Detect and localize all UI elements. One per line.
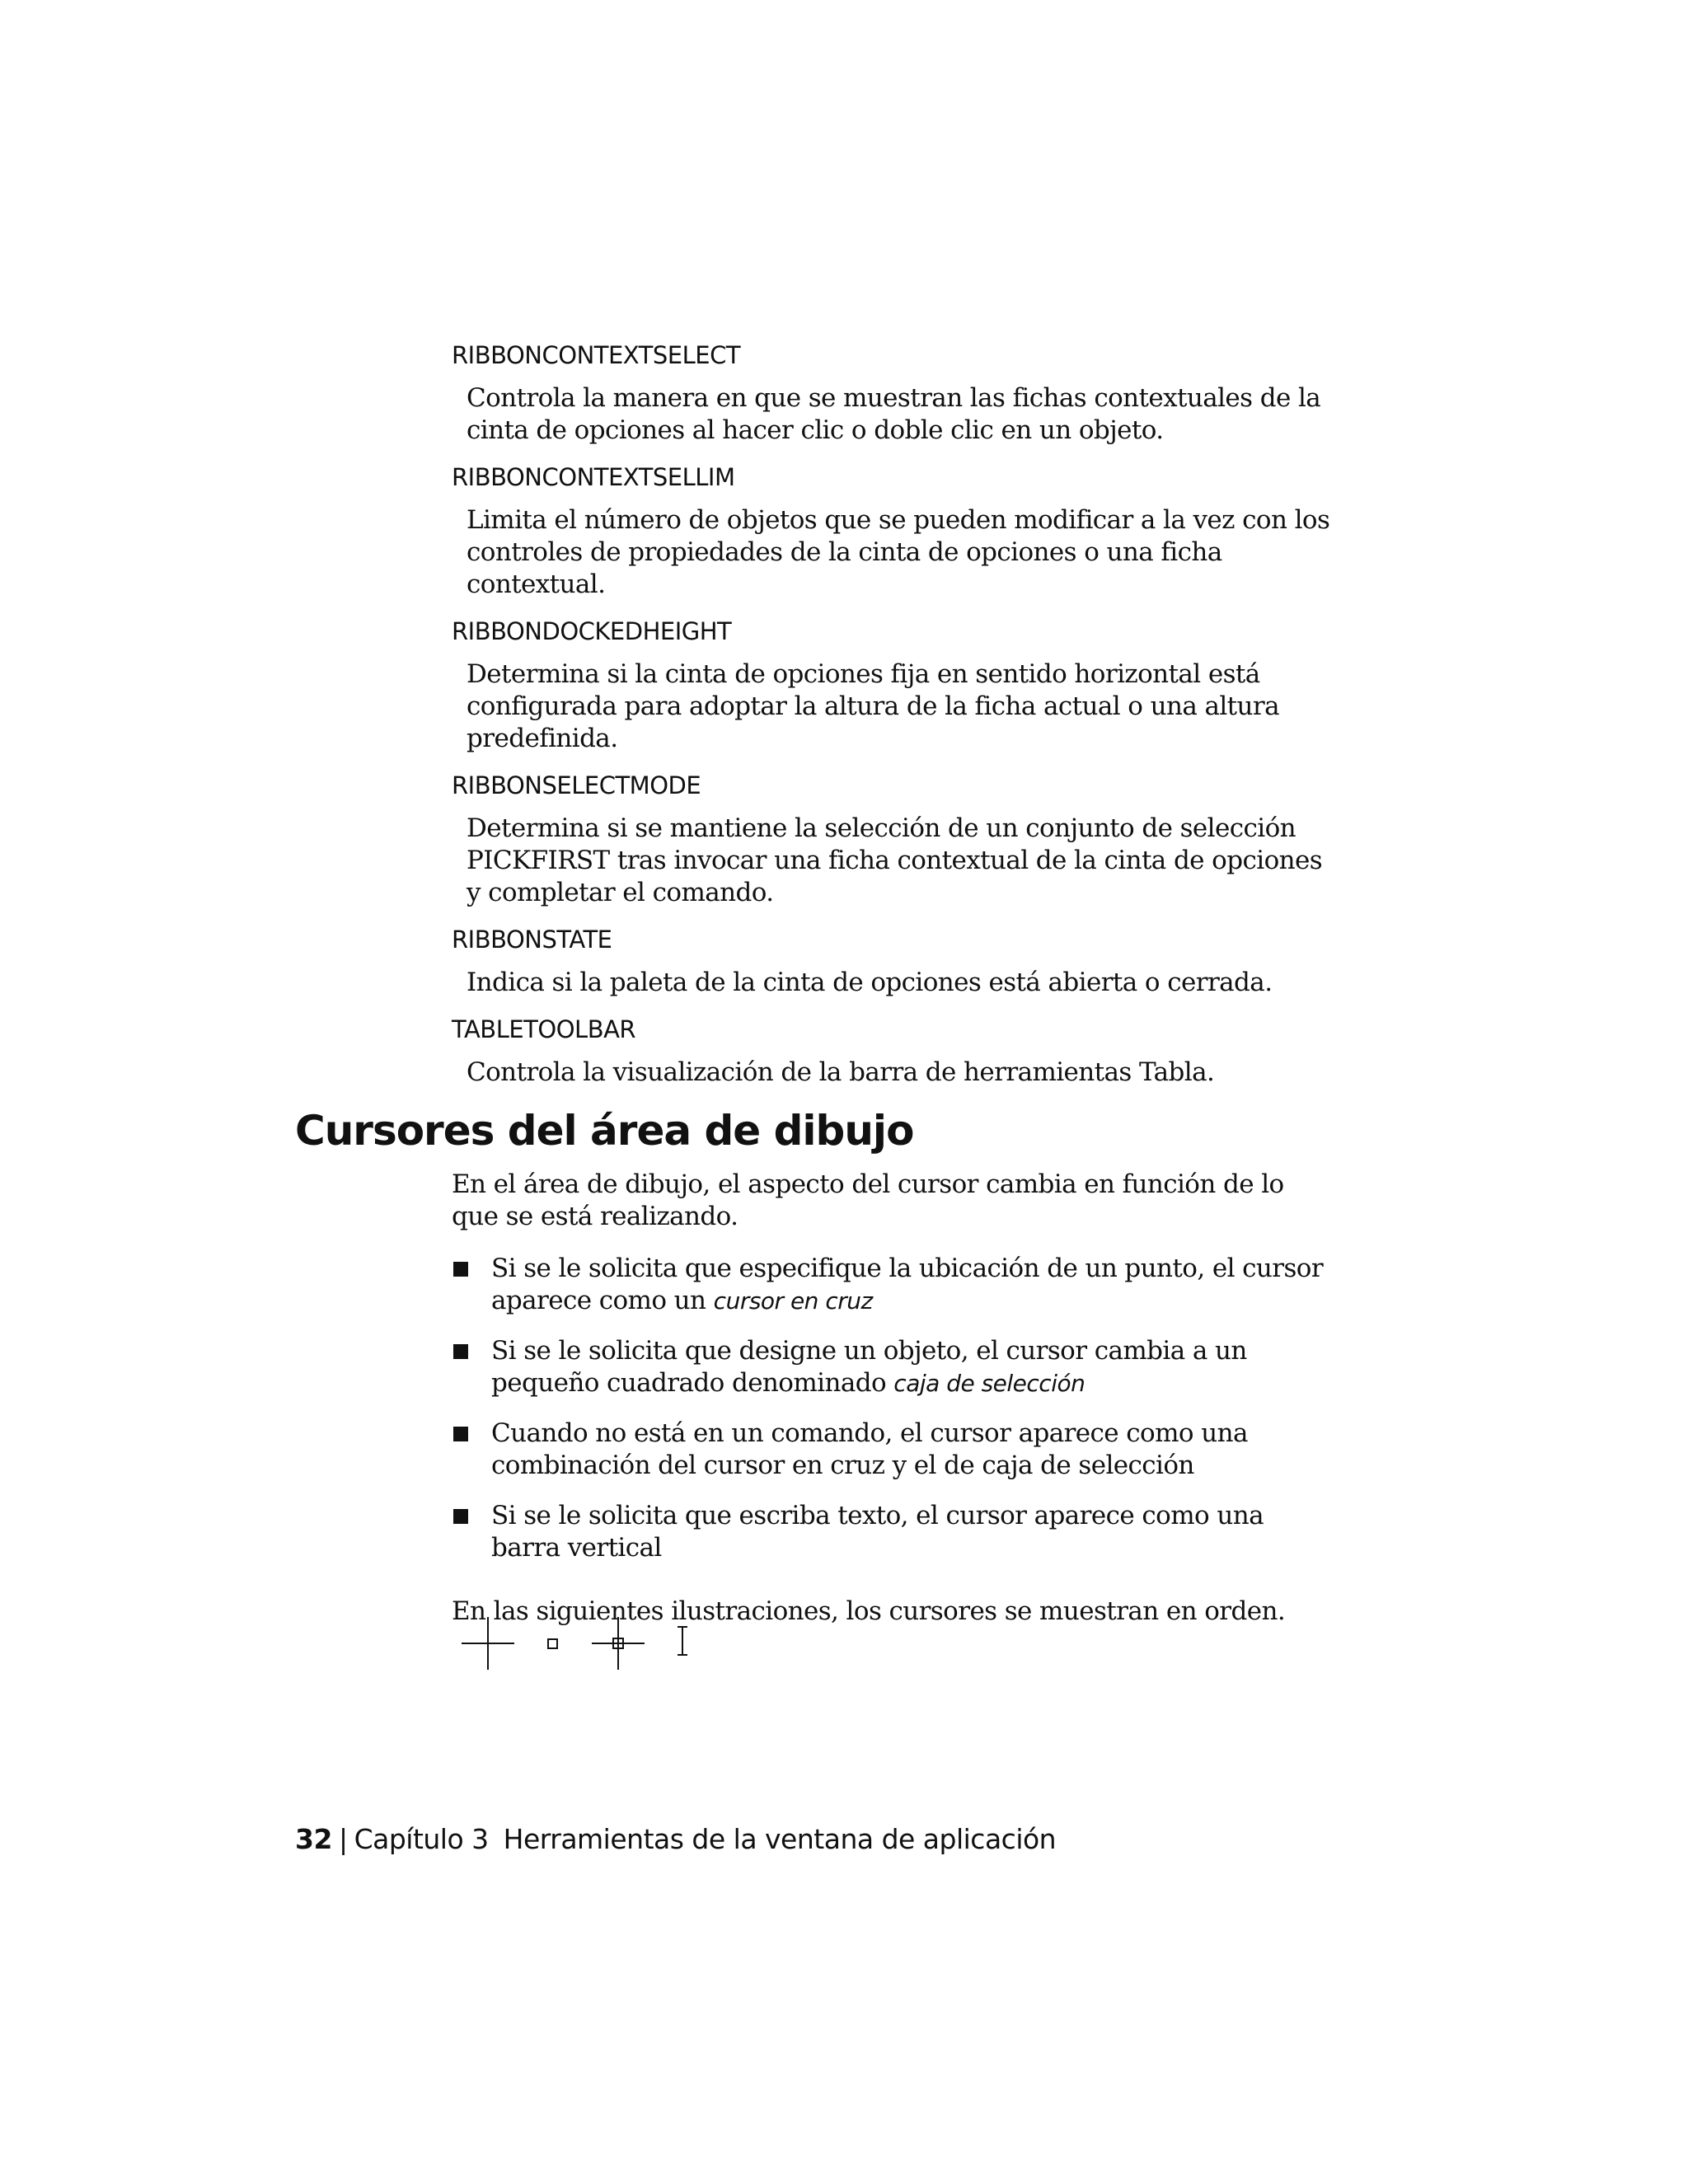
square-bullet-icon xyxy=(453,1427,468,1441)
text-ibeam-cursor-icon xyxy=(678,1627,687,1655)
cursor-illustrations xyxy=(458,1617,706,1683)
outro-paragraph: En las siguientes ilustraciones, los cursores se muestran en orden. xyxy=(452,1596,1286,1626)
square-bullet-icon xyxy=(453,1344,468,1359)
bullet-text: Si se le solicita que designe un objeto, el cursor cambia a un pequeño cuadrado denominado xyxy=(491,1336,1247,1398)
square-bullet-icon xyxy=(453,1509,468,1524)
sysvar-description: Determina si la cinta de opciones fija en sentido horizontal está configurada para adoptar la altura de la ficha actual o una altura predefinida. xyxy=(467,659,1279,753)
sysvar-name: RIBBONSELECTMODE xyxy=(452,771,701,799)
system-variable-list xyxy=(452,340,1334,1104)
crosshair-pickbox-cursor-icon xyxy=(592,1617,645,1670)
list-item xyxy=(452,1418,1334,1482)
sysvar-description: Controla la manera en que se muestran las fichas contextuales de la cinta de opciones al hacer clic o doble clic en un objeto. xyxy=(467,383,1321,445)
sysvar-description: Limita el número de objetos que se pueden modificar a la vez con los controles de propiedades de la cinta de opciones o una ficha contextual. xyxy=(467,505,1330,599)
square-bullet-icon xyxy=(453,1262,468,1277)
sysvar-name: RIBBONCONTEXTSELLIM xyxy=(452,463,735,491)
bullet-term: caja de selección xyxy=(893,1370,1085,1397)
sysvar-name: RIBBONDOCKEDHEIGHT xyxy=(452,617,732,645)
bullet-text: Cuando no está en un comando, el cursor aparece como una combinación del cursor en cruz y el de caja de selección xyxy=(491,1418,1248,1480)
list-item xyxy=(452,1500,1334,1564)
footer-separator: | xyxy=(338,1823,348,1855)
sysvar-name: RIBBONSTATE xyxy=(452,926,612,954)
chapter-title: Herramientas de la ventana de aplicación xyxy=(503,1823,1057,1855)
section-body xyxy=(452,1169,1334,1628)
section-heading: Cursores del área de dibujo xyxy=(295,1107,914,1155)
list-item xyxy=(452,1253,1334,1317)
pickbox-cursor-icon xyxy=(548,1639,557,1648)
sysvar-name: TABLETOOLBAR xyxy=(452,1015,636,1043)
crosshair-cursor-icon xyxy=(462,1617,514,1670)
chapter-label: Capítulo 3 xyxy=(354,1823,489,1855)
sysvar-name: RIBBONCONTEXTSELECT xyxy=(452,341,741,369)
bullet-text: Si se le solicita que escriba texto, el cursor aparece como una barra vertical xyxy=(491,1501,1264,1563)
page-number: 32 xyxy=(295,1823,332,1855)
page-footer xyxy=(295,1821,1056,1858)
intro-paragraph: En el área de dibujo, el aspecto del cursor cambia en función de lo que se está realizando. xyxy=(452,1169,1284,1231)
sysvar-description: Controla la visualización de la barra de herramientas Tabla. xyxy=(467,1057,1215,1087)
sysvar-description: Determina si se mantiene la selección de un conjunto de selección PICKFIRST tras invocar una ficha contextual de la cinta de opciones y completar el comando. xyxy=(467,813,1323,907)
list-item xyxy=(452,1335,1334,1399)
sysvar-description: Indica si la paleta de la cinta de opciones está abierta o cerrada. xyxy=(467,968,1273,997)
bullet-text: Si se le solicita que especifique la ubicación de un punto, el cursor aparece como un xyxy=(491,1254,1324,1315)
bullet-list xyxy=(452,1253,1334,1564)
bullet-term: cursor en cruz xyxy=(713,1287,873,1315)
